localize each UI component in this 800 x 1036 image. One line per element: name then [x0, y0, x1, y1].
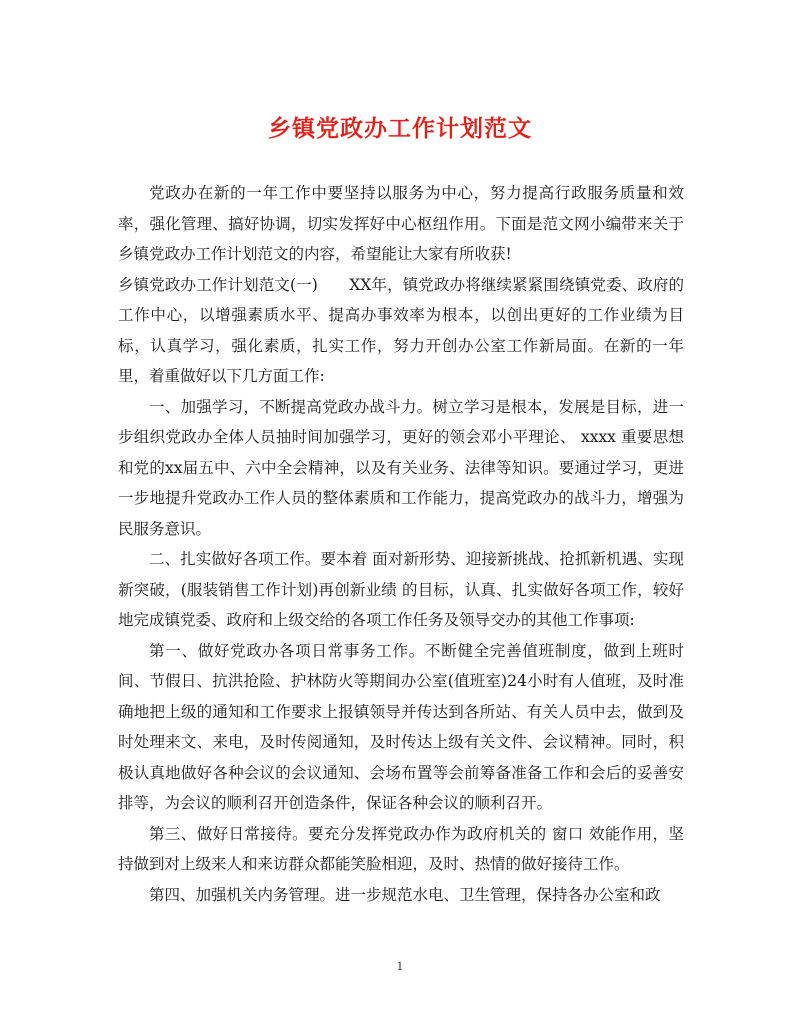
page-number: 1: [396, 960, 404, 973]
paragraph-plan-one: 乡镇党政办工作计划范文(一) XX年，镇党政办将继续紧紧围绕镇党委、政府的工作中心，以增强素质水平、提高办事效率为根本，以创出更好的工作业绩为目标，认真学习，强化素质，扎实工作，努力开创办公室工作新局面。在新的一年里，着重做好以下几方面工作:: [118, 275, 684, 385]
paragraph-section-two: 二、扎实做好各项工作。要本着 面对新形势、迎接新挑战、抢抓新机遇、实现新突破，(服装销售工作计划)再创新业绩 的目标，认真、扎实做好各项工作，较好地完成镇党委、政府和上级交给的各项工作任务及领导交办的其他工作事项:: [118, 550, 684, 629]
document-body: [118, 178, 684, 910]
paragraph-intro: 党政办在新的一年工作中要坚持以服务为中心，努力提高行政服务质量和效率，强化管理、搞好协调，切实发挥好中心枢纽作用。下面是范文网小编带来关于乡镇党政办工作计划范文的内容，希望能让大家有所收获!: [118, 184, 684, 263]
document-title: 乡镇党政办工作计划范文: [268, 115, 532, 142]
paragraph-item-first: 第一、做好党政办各项日常事务工作。不断健全完善值班制度，做到上班时间、节假日、抗洪抢险、护林防火等期间办公室(值班室)24小时有人值班，及时准确地把上级的通知和工作要求上报镇领导并传达到各所站、有关人员中去，做到及时处理来文、来电，及时传阅通知，及时传达上级有关文件、会议精神。同时，积极认真地做好各种会议的会议通知、会场布置等会前筹备准备工作和会后的妥善安排等，为会议的顺利召开创造条件，保证各种会议的顺利召开。: [118, 641, 684, 812]
paragraph-item-fourth: 第四、加强机关内务管理。进一步规范水电、卫生管理，保持各办公室和政: [149, 885, 661, 904]
paragraph-section-one: 一、加强学习，不断提高党政办战斗力。树立学习是根本，发展是目标，进一步组织党政办全体人员抽时间加强学习，更好的领会邓小平理论、 xxxx 重要思想和党的xx届五中、六中全会精神，以及有关业务、法律等知识。要通过学习，更进一步地提升党政办工作人员的整体素质和工作能力，提高党政办的战斗力，增强为民服务意识。: [118, 397, 684, 538]
paragraph-item-third: 第三、做好日常接待。要充分发挥党政办作为政府机关的 窗口 效能作用，坚持做到对上级来人和来访群众都能笑脸相迎，及时、热情的做好接待工作。: [118, 824, 684, 873]
